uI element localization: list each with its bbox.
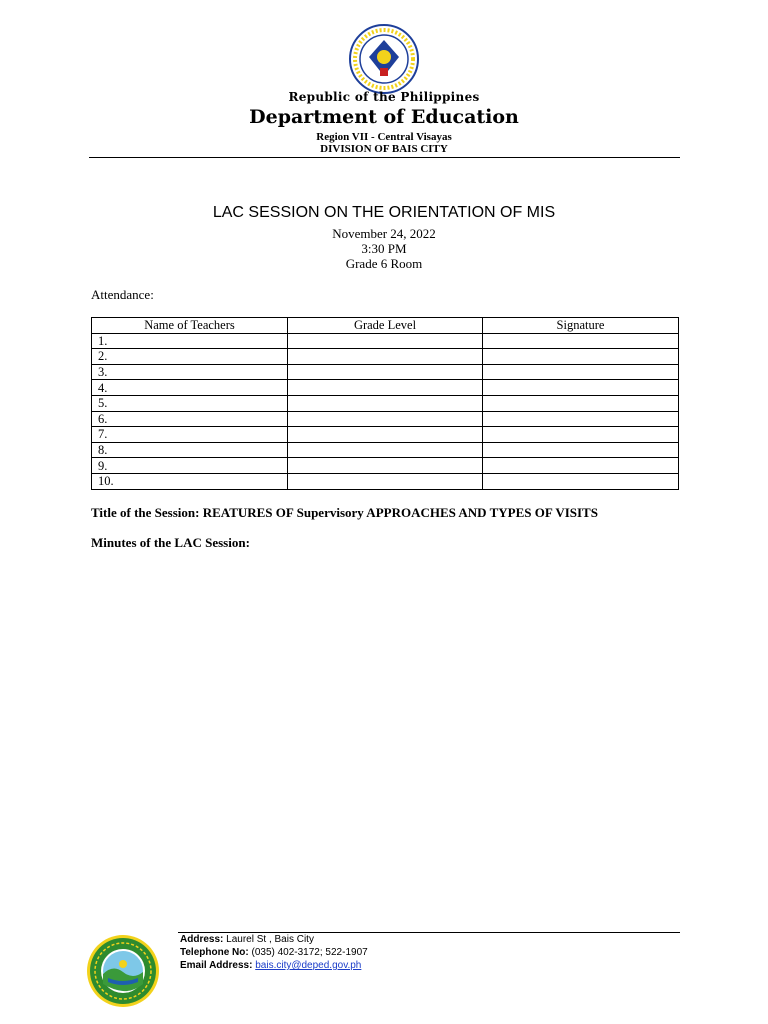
table-row (92, 333, 679, 349)
signature-cell[interactable] (483, 380, 679, 396)
document-title: LAC SESSION ON THE ORIENTATION OF MIS (212, 204, 556, 221)
signature-cell[interactable] (483, 442, 679, 458)
table-row (92, 458, 679, 474)
grade-cell[interactable] (288, 364, 483, 380)
phone-value: (035) 402-3172; 522-1907 (251, 947, 368, 958)
header-divider (89, 157, 680, 158)
grade-cell[interactable] (288, 442, 483, 458)
session-venue: Grade 6 Room (345, 256, 423, 271)
column-header-name: Name of Teachers (92, 318, 288, 334)
phone-label: Telephone No: (180, 947, 249, 958)
table-row (92, 411, 679, 427)
signature-cell[interactable] (483, 395, 679, 411)
footer-phone-line (180, 947, 368, 958)
row-number: 4. (92, 380, 288, 396)
signature-cell[interactable] (483, 473, 679, 489)
region-line: Region VII - Central Visayas (316, 131, 452, 143)
department-heading: Department of Education (249, 106, 519, 128)
grade-cell[interactable] (288, 458, 483, 474)
row-number: 1. (92, 333, 288, 349)
table-row (92, 364, 679, 380)
deped-seal-logo (349, 24, 419, 94)
session-date: November 24, 2022 (332, 226, 436, 241)
table-row (92, 442, 679, 458)
table-row (92, 427, 679, 443)
table-row (92, 473, 679, 489)
row-number: 5. (92, 395, 288, 411)
grade-cell[interactable] (288, 427, 483, 443)
minutes-label: Minutes of the LAC Session: (91, 535, 250, 550)
table-row (92, 349, 679, 365)
session-title: Title of the Session: REATURES OF Supervisory APPROACHES AND TYPES OF VISITS (91, 505, 598, 520)
signature-cell[interactable] (483, 349, 679, 365)
column-header-grade: Grade Level (288, 318, 483, 334)
division-seal-logo (86, 934, 160, 1008)
table-header-row (92, 318, 679, 334)
address-value: Laurel St , Bais City (226, 934, 314, 945)
grade-cell[interactable] (288, 333, 483, 349)
grade-cell[interactable] (288, 411, 483, 427)
signature-cell[interactable] (483, 411, 679, 427)
division-line: DIVISION OF BAIS CITY (320, 143, 448, 155)
row-number: 2. (92, 349, 288, 365)
row-number: 10. (92, 473, 288, 489)
attendance-table (91, 317, 679, 490)
signature-cell[interactable] (483, 427, 679, 443)
signature-cell[interactable] (483, 333, 679, 349)
column-header-signature: Signature (483, 318, 679, 334)
row-number: 3. (92, 364, 288, 380)
email-link[interactable]: bais.city@deped.gov.ph (255, 960, 362, 971)
grade-cell[interactable] (288, 349, 483, 365)
grade-cell[interactable] (288, 395, 483, 411)
footer-address-line (180, 934, 314, 945)
footer-email-line (180, 960, 361, 971)
row-number: 7. (92, 427, 288, 443)
row-number: 9. (92, 458, 288, 474)
address-label: Address: (180, 934, 224, 945)
session-time: 3:30 PM (361, 241, 407, 256)
signature-cell[interactable] (483, 364, 679, 380)
footer-divider (178, 932, 680, 933)
republic-heading: Republic of the Philippines (288, 90, 480, 104)
grade-cell[interactable] (288, 380, 483, 396)
row-number: 8. (92, 442, 288, 458)
table-row (92, 380, 679, 396)
email-label: Email Address: (180, 960, 253, 971)
attendance-label: Attendance: (91, 287, 154, 302)
grade-cell[interactable] (288, 473, 483, 489)
table-row (92, 395, 679, 411)
signature-cell[interactable] (483, 458, 679, 474)
row-number: 6. (92, 411, 288, 427)
